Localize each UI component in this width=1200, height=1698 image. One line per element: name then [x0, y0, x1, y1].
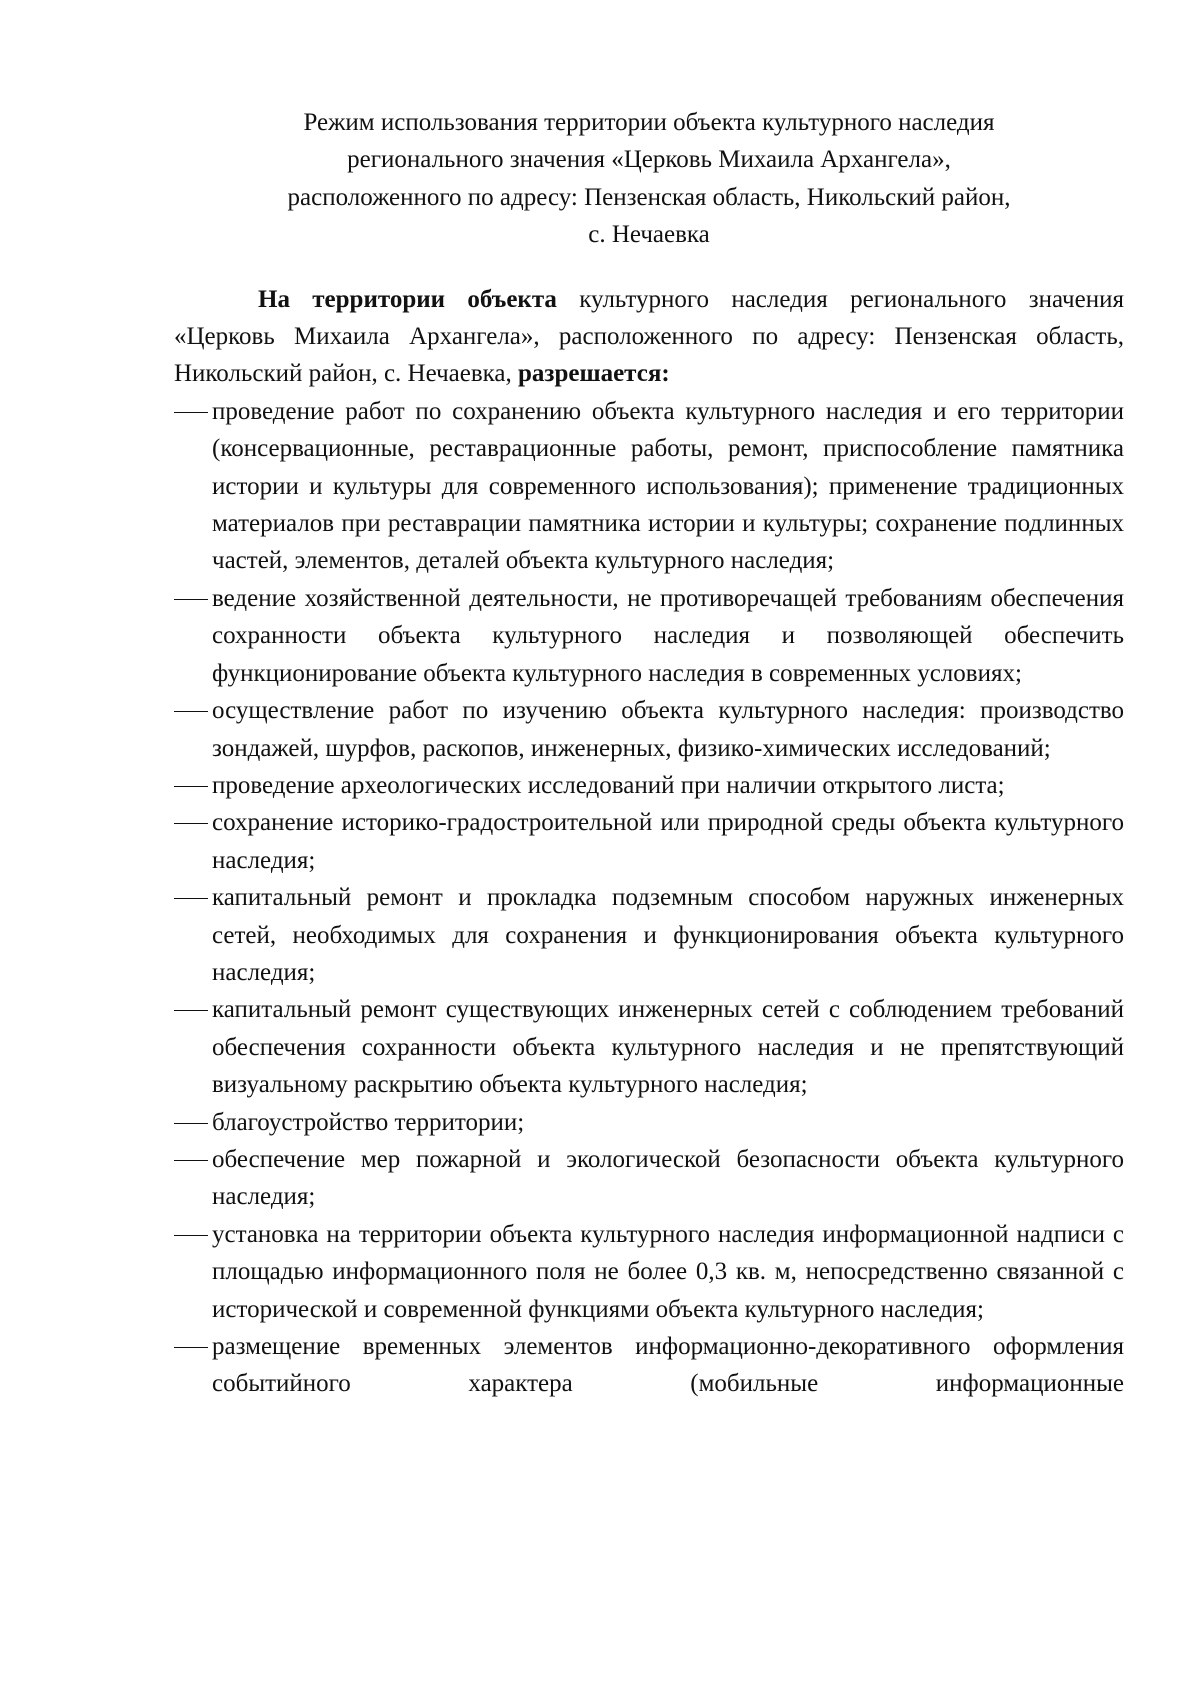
list-item-text: проведение работ по сохранению объекта культурного наследия и его территории (консервационные, реставрационные работы, ремонт, приспособление памятника истории и культуры для современного использования); применение традиционных материалов при реставрации памятника истории и культуры; сохранение подлинных частей, элементов, деталей объекта культурного наследия;: [212, 397, 1124, 575]
list-item-text: благоустройство территории;: [212, 1108, 525, 1136]
list-item-text: сохранение историко-градостроительной или природной среды объекта культурного наследия;: [212, 809, 1124, 874]
list-item: [174, 991, 1124, 1103]
list-item: [174, 804, 1124, 879]
intro-text: культурного наследия регионального значения «Церковь Михаила Архангела», расположенного по адресу: Пензенская область, Никольский район, с. Нечаевка,: [174, 285, 1124, 388]
title-line: Режим использования территории объекта культурного наследия: [303, 109, 995, 136]
list-item-text: осуществление работ по изучению объекта культурного наследия: производство зондажей, шурфов, раскопов, инженерных, физико-химических исследований;: [212, 697, 1124, 762]
title-line: регионального значения «Церковь Михаила Архангела»,: [347, 146, 951, 174]
list-item: [174, 767, 1124, 804]
list-item-text: обеспечение мер пожарной и экологической безопасности объекта культурного наследия;: [212, 1145, 1124, 1211]
document-title: [174, 104, 1124, 254]
list-item-text: установка на территории объекта культурного наследия информационной надписи с площадью информационного поля не более 0,3 кв. м, непосредственно связанной с исторической и современной функциями объекта культурного наследия;: [212, 1220, 1124, 1323]
title-line: с. Нечаевка: [588, 221, 710, 249]
list-item: [174, 580, 1124, 692]
document-page: [174, 104, 1124, 1403]
list-item: [174, 692, 1124, 767]
intro-bold-end: разрешается:: [518, 360, 670, 388]
title-line: расположенного по адресу: Пензенская область, Никольский район,: [287, 183, 1011, 211]
list-item-text: ведение хозяйственной деятельности, не противоречащей требованиям обеспечения сохранности объекта культурного наследия и позволяющей обеспечить функционирование объекта культурного наследия в современных условиях;: [212, 584, 1124, 687]
list-item-text: размещение временных элементов информационно-декоративного оформления событийного характера (мобильные информационные: [212, 1333, 1124, 1398]
permitted-activities-list: [174, 393, 1124, 1403]
list-item-text: капитальный ремонт и прокладка подземным способом наружных инженерных сетей, необходимых для сохранения и функционирования объекта культурного наследия;: [212, 884, 1124, 986]
list-item-text: проведение археологических исследований при наличии открытого листа;: [212, 771, 1005, 799]
list-item: [174, 1104, 1124, 1141]
list-item: [174, 393, 1124, 580]
list-item: [174, 1141, 1124, 1216]
list-item-text: капитальный ремонт существующих инженерных сетей с соблюдением требований обеспечения сохранности объекта культурного наследия и не препятствующий визуальному раскрытию объекта культурного наследия;: [212, 996, 1124, 1099]
intro-bold-start: На территории объекта: [258, 285, 557, 313]
list-item: [174, 1328, 1124, 1403]
list-item: [174, 879, 1124, 991]
intro-paragraph: [174, 281, 1124, 393]
list-item: [174, 1216, 1124, 1328]
